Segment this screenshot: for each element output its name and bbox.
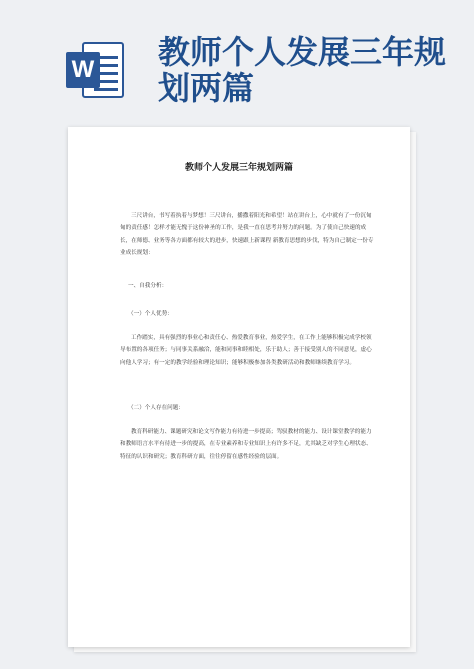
- document-page: [68, 127, 410, 647]
- problems-paragraph: 教育科研能力、课题研究和论文写作能力有待进一步提高；驾驭教材的能力、设计课堂教学的能力和教师语言水平有待进一步的提高，在专业素养和专业知识上有许多不足，尤其缺乏对学生心理状态、特征的认识和研究；教育科研方面，往往停留在感性经验的层面。: [120, 429, 372, 460]
- word-logo-badge: W: [66, 52, 100, 88]
- document-title: 教师个人发展三年规划两篇: [184, 163, 293, 173]
- banner-title: 教师个人发展三年规划两篇: [158, 33, 447, 107]
- strengths-paragraph: 工作踏实，具有强烈的事业心和责任心、热爱教育事业，热爱学生，在工作上能够积极完成学校领导布置的各项任务；与同事关系融洽，能和同事和睦相处，乐于助人；善于接受别人的不同意见，虚心向他人学习；有一定的教学经验和理论知识；能够积极参加各类教研活动和教师继续教育学习。: [120, 335, 372, 366]
- subheading-problems: （二）个人存在问题：: [128, 405, 184, 411]
- subheading-strengths: （一）个人优势：: [128, 311, 173, 317]
- section-heading-self-analysis: 一、自我分析：: [128, 283, 168, 289]
- banner: [0, 0, 474, 112]
- word-document-icon: [66, 42, 124, 98]
- intro-paragraph: 三尺讲台，书写着执着与梦想！三尺讲台，播撒着阳光和希望！站在讲台上，心中就有了一份沉甸甸的责任感！怎样才能无愧于这份神圣的工作，是我一直在思考并努力的问题。为了使自己快速的成长，在师德、业务等各方面都有较大的进步，快速跟上新课程 新教育思想的步伐，特为自己制定一份专业成长规划：: [120, 213, 374, 257]
